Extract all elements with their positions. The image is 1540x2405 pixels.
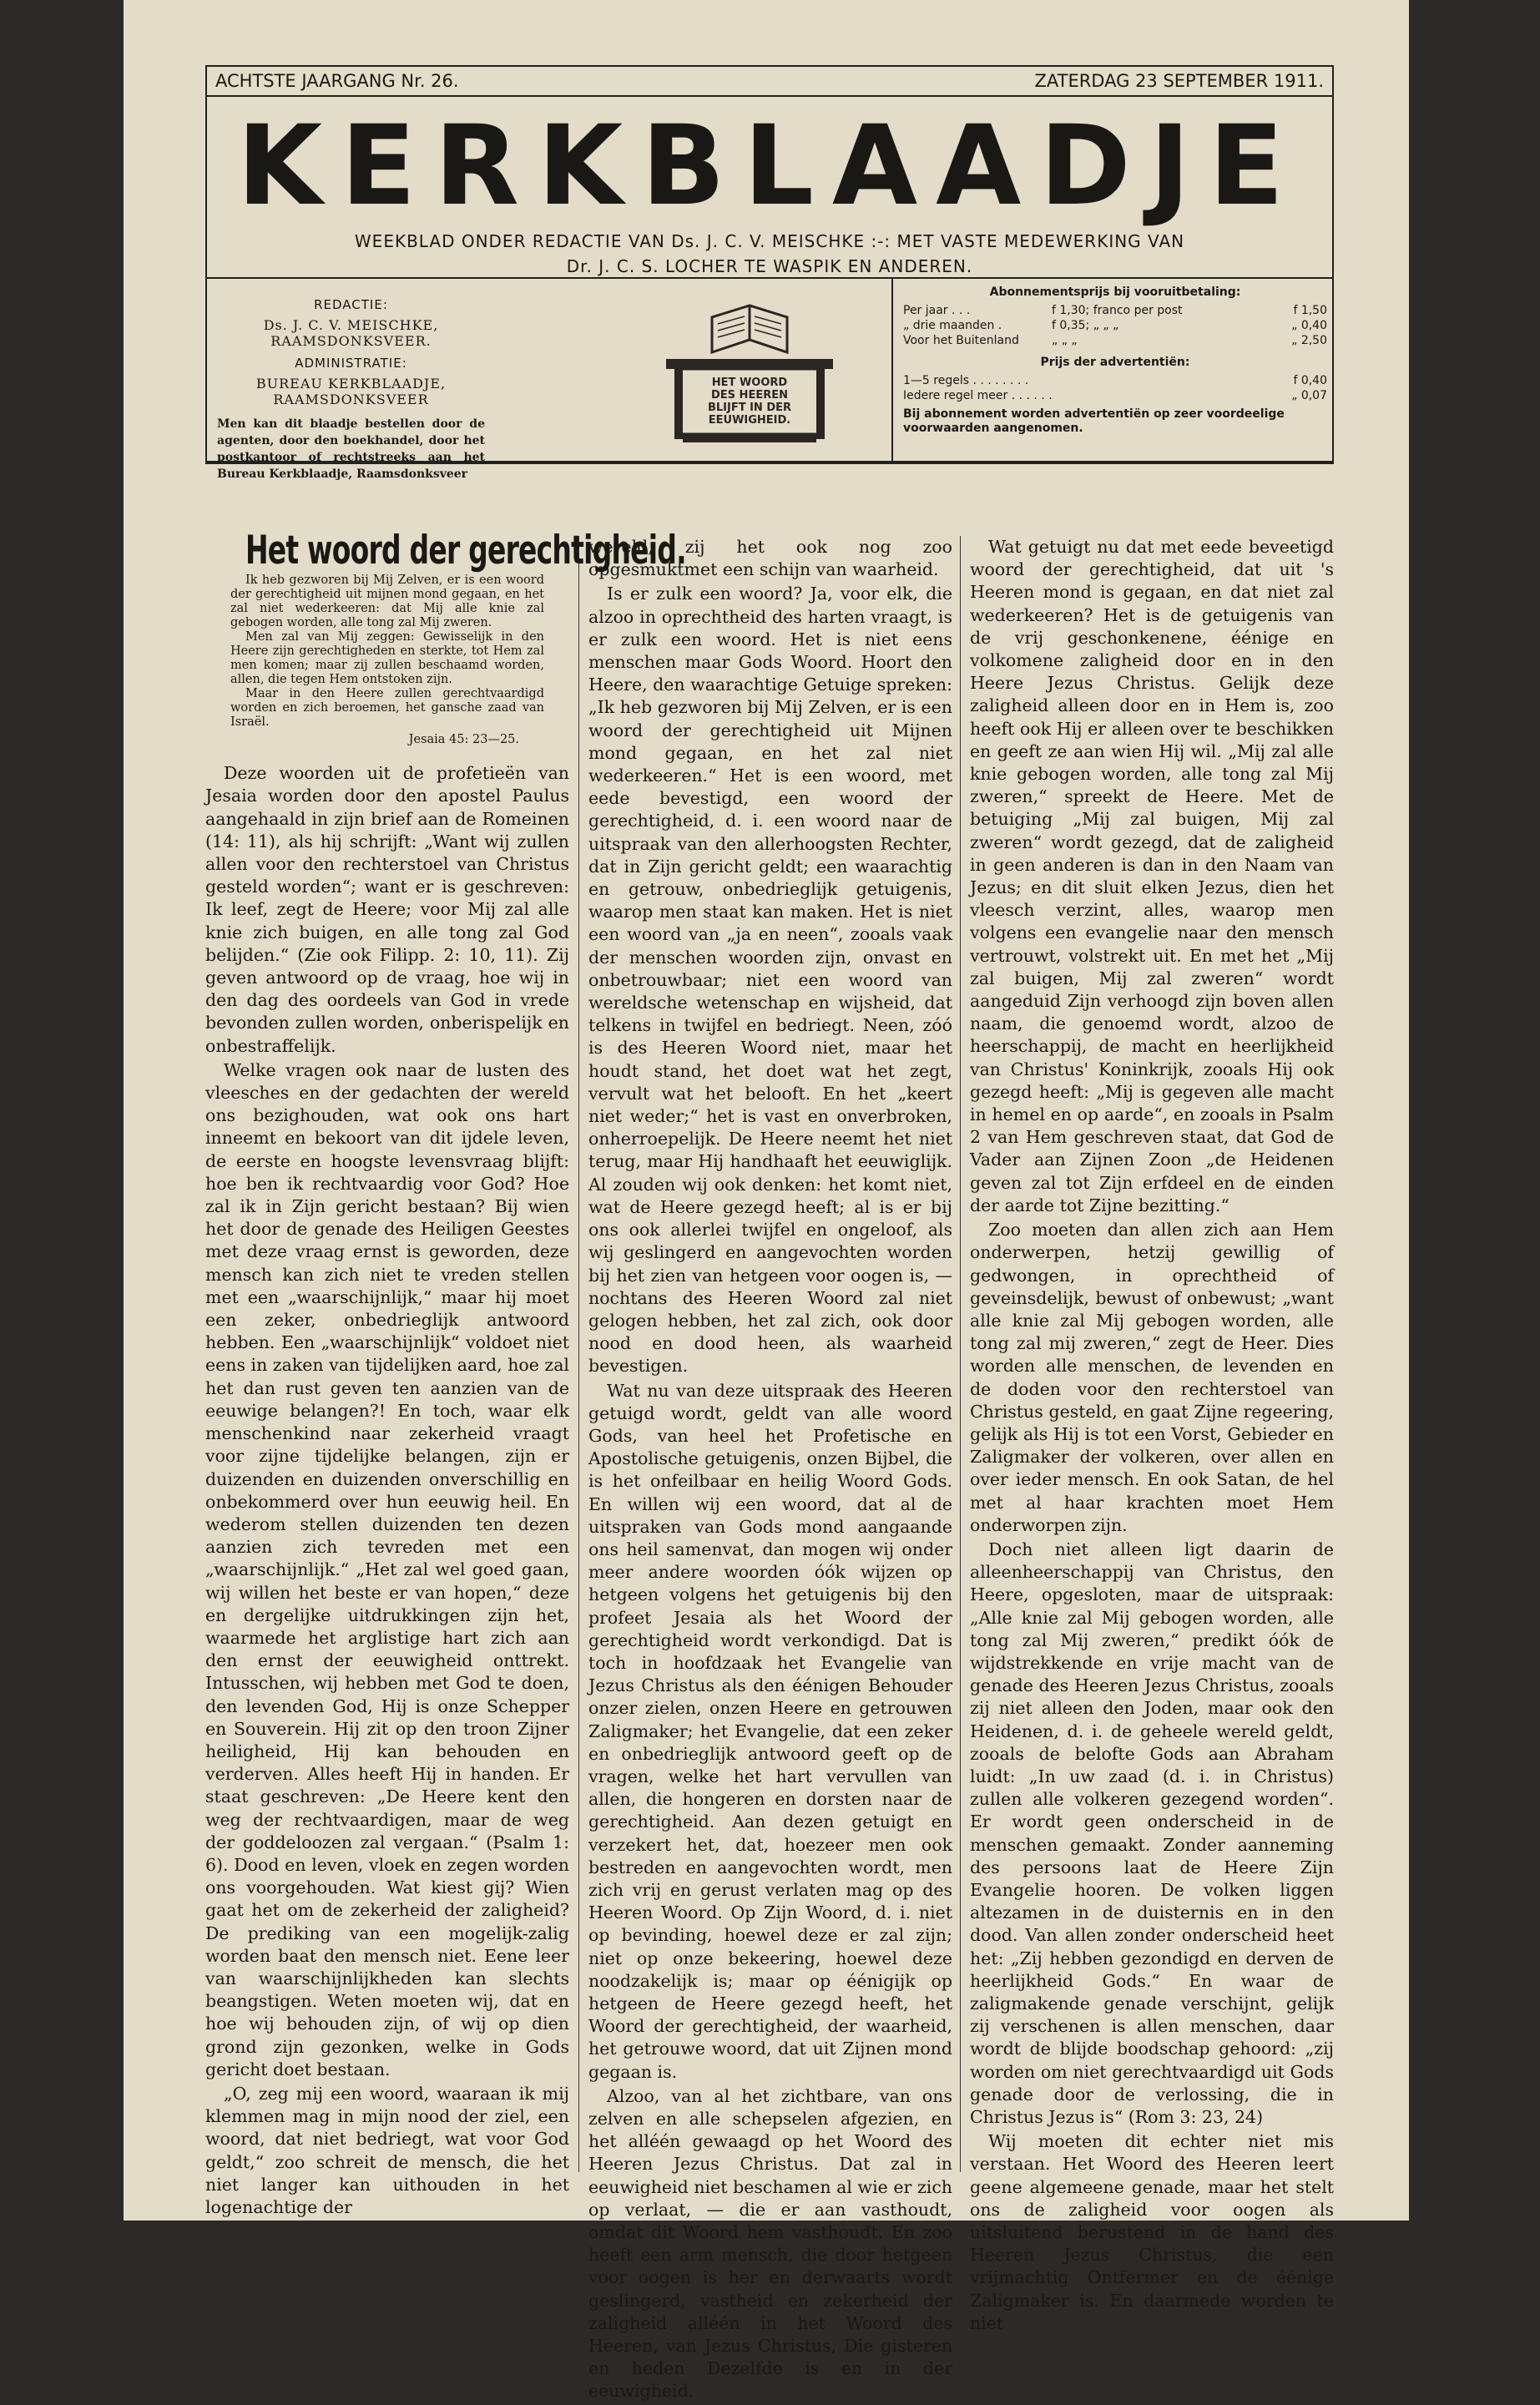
- price-post: „ 2,50: [1291, 334, 1327, 347]
- article-paragraph: Wat nu van deze uitspraak des Heeren getuigd wordt, geldt van alle woord Gods, van heel het Profetische en Apostolische getuigenis, onzen Bijbel, die is het onfeilbaar en heilig Woord Gods. En willen wij een woord, dat al de uitspraken van Gods mond aangaande ons heil samenvat, dan mogen wij onder meer andere woorden óók wijzen op hetgeen volgens het getuigenis bij den profeet Jesaia als het Woord der gerechtigheid wordt verkondigd. Dat is toch in hoofdzaak het Evangelie van Jezus Christus als den éénigen Behouder onzer zielen, onzen Heere en getrouwen Zaligmaker; het Evangelie, dat een zeker en onbedrieglijk antwoord geeft op de vragen, welke het hart vervullen van allen, die hongeren en dorsten naar de gerechtigheid. Aan dezen getuigt en verzekert het, dat, hoezeer men ook bestreden en aangevochten wordt, men zich vrij en gerust verlaten mag op des Heeren Woord. Op Zijn Woord, d. i. niet op bevinding, hoewel deze er zal zijn; niet op onze bekeering, hoewel deze noodzakelijk is; maar op éénigijk op hetgeen de Heere gezegd heeft, het Woord der gerechtigheid, der waarheid, het getrouwe woord, dat uit Zijnen mond gegaan is.: [588, 1380, 952, 2082]
- article-paragraph: wereld, zij het ook nog zoo opgesmuktmet een schijn van waarheid.: [588, 537, 952, 580]
- column-3: [970, 536, 1334, 2337]
- order-notice: Men kan dit blaadje bestellen door de agenten, door den boekhandel, door het postkantoor of rechtstreeks aan het Bureau Kerkblaadje, Raamsdonksveer: [217, 417, 485, 481]
- masthead-subtitle-2: Dr. J. C. S. LOCHER TE WASPIK EN ANDEREN.: [566, 256, 973, 276]
- article-columns: [205, 528, 1334, 2402]
- masthead-frame: [205, 65, 1334, 481]
- article-paragraph: Wat getuigt nu dat met eede beveetigd woord der gerechtigheid, dat uit 's Heeren mond is gegaan, en dat niet zal wederkeeren? Het is de getuigenis van de vrij geschonkenene, éénige en volkomene zaligheid door en in den Heere Jezus Christus. Gelijk deze zaligheid alleen door en in Hem is, zoo heeft ook Hij er alleen over te beschikken en geeft ze aan wien Hij wil. „Mij zal alle knie gebogen worden, alle tong zal Mij zweren,“ spreekt de Heere. Met de betuiging „Mij zal buigen, Mij zal zweren“ wordt gezegd, dat de zaligheid in geen anderen is dan in den Naam van Jezus; en dit sluit elken Jezus, dien het vleesch verzint, alles, waarop men volgens een evangelie naar den mensch vertrouwt, volstrekt uit. En met het „Mij zal buigen, Mij zal zweren“ wordt aangeduid Zijn verhoogd zijn boven allen naam, die genoemd wordt, alzoo de heerschappij, de macht en heerlijkheid van Christus' Koninkrijk, zooals Hij ook gezegd heeft: „Mij is gegeven alle macht in hemel en op aarde“, en zooals in Psalm 2 van Hem geschreven staat, dat God de Vader aan Zijnen Zoon „de Heidenen geven zal tot Zijn erfdeel en de einden der aarde tot Zijne bezitting.“: [970, 537, 1334, 1215]
- price-post: „ 0,40: [1291, 319, 1327, 332]
- article-paragraph: Deze woorden uit de profetieën van Jesaia worden door den apostel Paulus aangehaald in zijn brief aan de Romeinen (14: 11), als hij schrijft: „Want wij zullen allen voor den rechterstoel van Christus gesteld worden“; want er is geschreven: Ik leef, zegt de Heere; voor Mij zal alle knie zich buigen, en alle tong zal God belijden.“ (Zie ook Filipp. 2: 10, 11). Zij geven antwoord op de vraag, hoe wij in den dag des oordeels van God in vrede bevonden zullen worden, onberispelijk en onbestraffelijk.: [205, 763, 569, 1056]
- bible-emblem-icon: [658, 294, 841, 448]
- emblem-line-1: HET WOORD: [711, 376, 788, 389]
- price-label: „ drie maanden .: [903, 319, 1002, 332]
- ad-row-1: [893, 374, 1337, 389]
- masthead: [207, 104, 1332, 279]
- column-1: [205, 528, 686, 2221]
- redactie-name: Ds. J. C. V. MEISCHKE, RAAMSDONKSVEER.: [263, 317, 439, 349]
- column-rule: [960, 536, 961, 2172]
- ad-row-2: [893, 389, 1337, 404]
- article-paragraph: Wij moeten dit echter niet mis verstaan. Het Woord des Heeren leert geene algemeene genade, maar het stelt ons de zaligheid voor oogen als uitsluitend berustend in de hand des Heeren Jezus Christus, die een vrijmachtig Ontfermer en de éénige Zaligmaker is. En daarmede worden te niet: [970, 2131, 1334, 2333]
- column-2: [588, 536, 952, 2405]
- quote-paragraph: Men zal van Mij zeggen: Gewisselijk in den Heere zijn gerechtigheden en sterkte, tot Hem zal men komen; maar zij zullen beschaamd worden, allen, die tegen Hem ontstoken zijn.: [230, 630, 544, 687]
- article-paragraph: Zoo moeten dan allen zich aan Hem onderwerpen, hetzij gewillig of gedwongen, in oprechtheid of geveinsdelijk, bewust of onbewust; „want alle knie zal Mij gebogen worden, alle tong zal mij zweren,“ zegt de Heer. Dies worden alle menschen, de levenden en de doden voor den rechterstoel van Christus gesteld, en gaat Zijne regeering, gelijk als Hij is tot een Vorst, Gebieder en Zaligmaker der volkeren, over allen en over ieder mensch. En ook Satan, de hel met al haar krachten moet Hem onderworpen zijn.: [970, 1220, 1334, 1535]
- editorial-info: [207, 279, 495, 481]
- quote-paragraph: Ik heb gezworen bij Mij Zelven, er is een woord der gerechtigheid uit mijnen mond gegaan, en het zal niet wederkeeren: dat Mij alle knie zal gebogen worden, alle tong zal Mij zweren.: [230, 573, 544, 630]
- subscription-info: [891, 279, 1337, 461]
- price-row-abroad: [893, 334, 1337, 349]
- redactie-label: REDACTIE:: [314, 297, 388, 312]
- subscription-title: Abonnementsprijs bij vooruitbetaling:: [989, 285, 1241, 299]
- ad-value: f 0,40: [1293, 374, 1327, 387]
- column-rule: [578, 536, 579, 2172]
- emblem-line-4: EEUWIGHEID.: [708, 414, 791, 427]
- issue-number: ACHTSTE JAARGANG Nr. 26.: [215, 71, 459, 91]
- admin-name: BUREAU KERKBLAADJE, RAAMSDONKSVEER: [255, 376, 447, 407]
- article-paragraph: Alzoo, van al het zichtbare, van ons zelven en alle schepselen afgezien, en het alléén gewaagd op het Woord des Heeren Jezus Christus. Dat zal in eeuwigheid niet beschamen al wie er zich op verlaat, — die er aan vasthoudt, omdat dit Woord hem vasthoudt. En zoo heeft een arm mensch, die door hetgeen voor oogen is her en derwaarts wordt geslingerd, vastheid en zekerheid der zaligheid alléén in het Woord des Heeren, van Jezus Christus, Die gisteren en heden Dezelfde is en in der eeuwigheid.: [588, 2085, 952, 2402]
- price-label: Voor het Buitenland: [903, 334, 1019, 347]
- masthead-title: KERKBLAADJE: [236, 102, 1303, 230]
- scripture-quote: [230, 573, 544, 747]
- price-value: „ „ „: [1052, 334, 1078, 347]
- quote-paragraph: Maar in den Heere zullen gerechtvaardigd worden en zich beroemen, het gansche zaad van Israël.: [230, 687, 544, 730]
- info-box: [207, 279, 1332, 481]
- admin-label: ADMINISTRATIE:: [295, 356, 407, 371]
- ad-label: Iedere regel meer . . . . . .: [903, 389, 1053, 402]
- price-value: f 1,30; franco per post: [1052, 304, 1183, 317]
- masthead-subtitle-1: WEEKBLAD ONDER REDACTIE VAN Ds. J. C. V. MEISCHKE :-: MET VASTE MEDEWERKING VAN: [354, 231, 1185, 251]
- article-heading: Het woord der gerechtigheid.: [245, 528, 686, 573]
- price-value: f 0,35; „ „ „: [1052, 319, 1119, 332]
- article-paragraph: „O, zeg mij een woord, waaraan ik mij klemmen mag in mijn nood der ziel, een woord, dat niet bedriegt, wat voor God geldt,“ zoo schreit de mensch, die het niet langer kan uithouden in het logenachtige der: [205, 2083, 569, 2217]
- ad-label: 1—5 regels . . . . . . . .: [903, 374, 1029, 387]
- article-paragraph: Doch niet alleen ligt daarin de alleenheerschappij van Christus, den Heere, opgesloten, maar de uitspraak: „Alle knie zal Mij gebogen worden, alle tong zal Mij zweren,“ predikt óók de wijdstrekkende en vrije macht van de genade des Heeren Jezus Christus, zooals zij niet alleen den Joden, maar ook den Heidenen, d. i. de geheele wereld geldt, zooals de belofte Gods aan Abraham luidt: „In uw zaad (d. i. in Christus) zullen alle volkeren gezegend worden“. Er wordt geen onderscheid in de menschen gemaakt. Zonder aanneming des persoons laat de Heere Zijn Evangelie hooren. De volken liggen altezamen in de duisternis en in den dood. Van allen zonder onderscheid heet het: „Zij hebben gezondigd en derven de heerlijkheid Gods.“ En waar de zaligmakende genade verschijnt, gelijk zij verschenen is allen menschen, daar wordt de blijde boodschap gehoord: „zij worden om niet gerechtvaardigd uit Gods genade door de verlossing, die in Christus Jezus is“ (Rom 3: 23, 24): [970, 1538, 1334, 2128]
- price-label: Per jaar . . .: [903, 304, 971, 317]
- ad-note: Bij abonnement worden advertentiën op zeer voordeelige voorwaarden aangenomen.: [903, 407, 1285, 435]
- emblem-line-3: BLIJFT IN DER: [707, 402, 792, 414]
- article-paragraph: Is er zulk een woord? Ja, voor elk, die alzoo in oprechtheid des harten vraagt, is er zulk een woord. Het is niet eens menschen maar Gods Woord. Hoort den Heere, den waarachtige Getuige spreken: „Ik heb gezworen bij Mij Zelven, er is een woord der gerechtigheid uit Mijnen mond gegaan, en het zal niet wederkeeren.“ Het is een woord, met eede bevestigd, een woord der gerechtigheid, d. i. een woord naar de uitspraak van den allerhoogsten Rechter, dat in Zijn gericht geldt; een waarachtig en getrouw, onbedrieglijk getuigenis, waarop men staat kan maken. Het is niet een woord van „ja en neen“, zooals vaak der menschen woorden zijn, onvast en onbetrouwbaar; niet een woord van wereldsche wetenschap en wijsheid, dat telkens in twijfel en bedriegt. Neen, zóó is des Heeren Woord niet, maar het houdt stand, het doet wat het zegt, vervult wat het belooft. En het „keert niet weder;“ het is vast en onverbroken, onherroepelijk. De Heere neemt het niet terug, maar Hij handhaaft het eeuwiglijk. Al zouden wij ook denken: het komt niet, wat de Heere gezegd heeft; al is er bij ons ook allerlei twijfel en ongeloof, als wij geslingerd en aangevochten worden bij het zien van hetgeen voor oogen is, — nochtans des Heeren Woord zal niet gelogen hebben, het zal zich, ook door nood en dood heen, als waarheid bevestigen.: [588, 584, 952, 1377]
- ad-price-title: Prijs der advertentiën:: [1040, 356, 1190, 369]
- issue-line: [207, 67, 1332, 97]
- price-post: f 1,50: [1293, 304, 1327, 317]
- ad-value: „ 0,07: [1291, 389, 1327, 402]
- price-row-quarter: [893, 319, 1337, 334]
- issue-date: ZATERDAG 23 SEPTEMBER 1911.: [1034, 71, 1324, 91]
- article-paragraph: Welke vragen ook naar de lusten des vleesches en der gedachten der wereld ons bezighouden, wat ook ons hart inneemt en bekoort van dit ijdele leven, de eerste en hoogste levensvraag blijft: hoe ben ik rechtvaardig voor God? Hoe zal ik in Zijn gericht bestaan? Bij wien het door de genade des Heiligen Geestes met deze vraag ernst is geworden, deze mensch kan zich niet te vreden stellen met een „waarschijnlijk,“ maar hij moet een zeker, onbedrieglijk antwoord hebben. Een „waarschijnlijk“ voldoet niet eens in zaken van tijdelijken aard, hoe zal het dan rust geven ten aanzien van de eeuwige belangen?! En toch, waar elk menschenkind naar zekerheid vraagt voor zijne tijdelijke belangen, zijn er duizenden en duizenden onverschillig en onbekommerd over hun eeuwig heil. En wederom stellen duizenden ten dezen aanzien zich tevreden met een „waarschijnlijk.“ „Het zal wel goed gaan, wij willen het beste er van hopen,“ deze en dergelijke uitdrukkingen zijn het, waarmede het arglistige hart zich aan den ernst der eeuwigheid onttrekt. Intusschen, wij hebben met God te doen, den levenden God, Hij is onze Schepper en Souverein. Hij zit op den troon Zijner heiligheid, Hij kan behouden en verderven. Alles heeft Hij in handen. Er staat geschreven: „De Heere kent den weg der rechtvaardigen, maar de weg der goddeloozen zal vergaan.“ (Psalm 1: 6). Dood en leven, vloek en zegen worden ons voorgehouden. Wat kiest gij? Wien gaat het om de zekerheid der zaligheid? De prediking van een mogelijk-zalig worden baat den mensch niet. Eene leer van waarschijnlijkheden kan slechts beangstigen. Weten moeten wij, dat en hoe wij behouden zijn, of wij op dien grond zijn gezonken, welke in Gods gericht doet bestaan.: [205, 1059, 569, 2079]
- price-row-year: [893, 304, 1337, 319]
- emblem-line-2: DES HEEREN: [711, 389, 788, 402]
- quote-source: Jesaia 45: 23—25.: [408, 733, 519, 747]
- newspaper-sheet: [205, 65, 1334, 2402]
